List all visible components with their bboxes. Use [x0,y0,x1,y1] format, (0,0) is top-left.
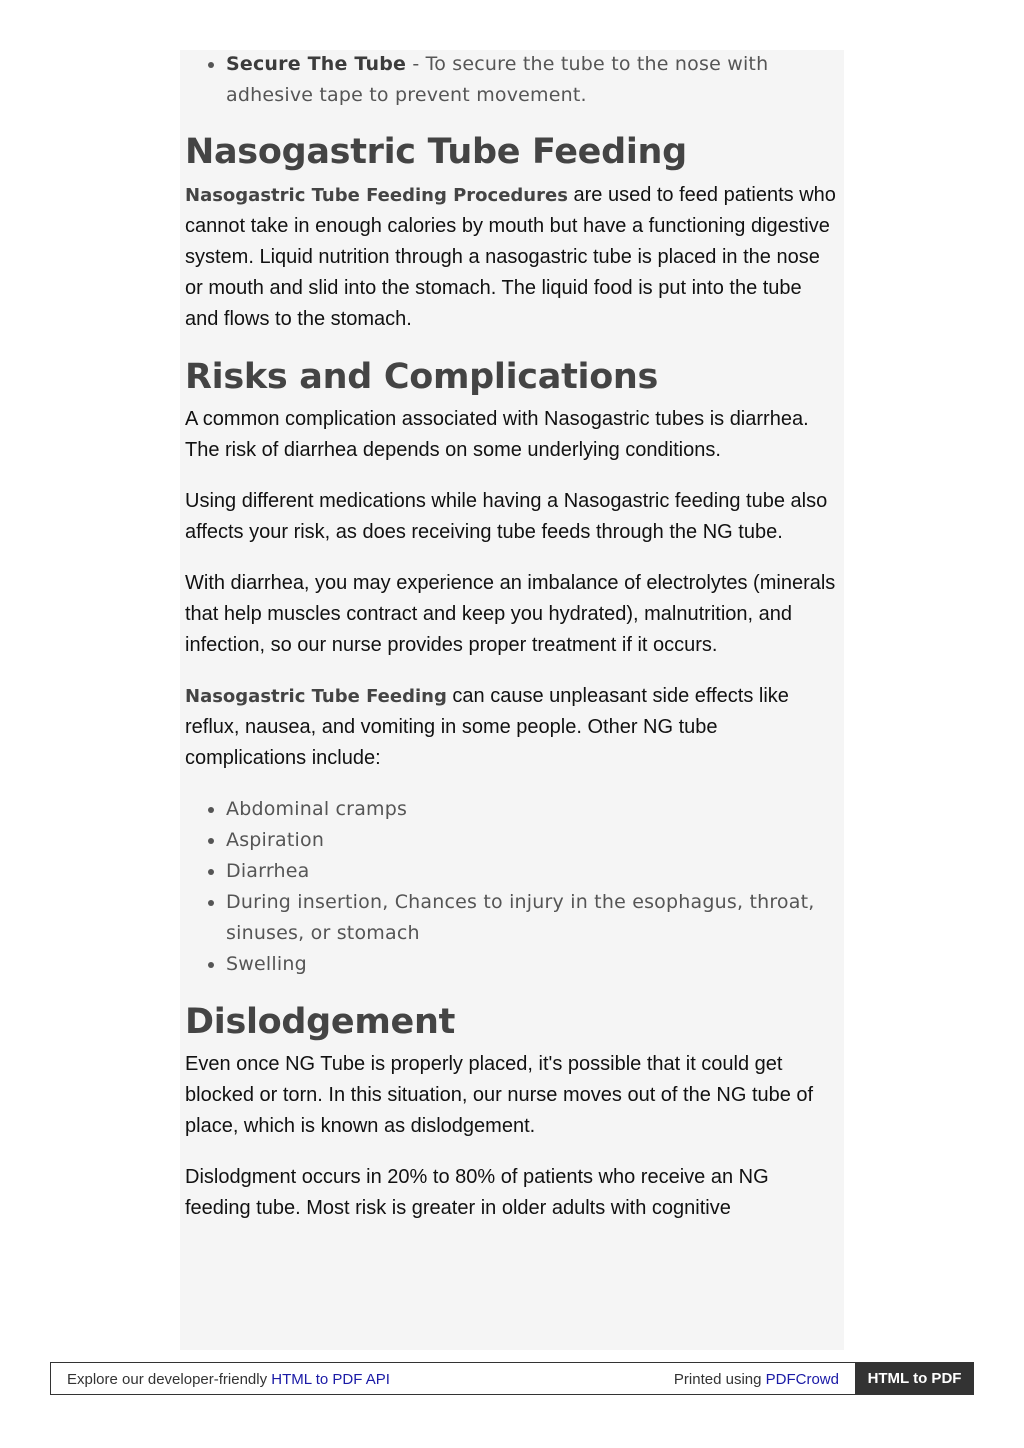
footer-explore-text: Explore our developer-friendly [67,1371,272,1388]
section-heading-feeding: Nasogastric Tube Feeding [185,132,687,172]
list-item: • During insertion, Chances to injury in the esophagus, throat, sinuses, or stomach [226,887,838,949]
list-item: • Abdominal cramps [226,794,838,825]
feeding-lead-bold: Nasogastric Tube Feeding Procedures [185,185,568,206]
list-item [226,50,838,111]
risks-paragraph-4 [185,681,838,774]
bullet-title: Secure The Tube [226,53,407,75]
section-heading-risks: Risks and Complications [185,357,659,397]
risks-lead-bold: Nasogastric Tube Feeding [185,686,447,707]
footer-printed-text: Printed using [673,1371,766,1388]
risks-paragraph-1: A common complication associated with Nasogastric tubes is diarrhea. The risk of diarrhea depends on some underlying conditions. [185,408,809,461]
dislodgement-paragraph-1: Even once NG Tube is properly placed, it's possible that it could get blocked or torn. In this situation, our nurse moves out of the NG tube of place, which is known as dislodgement. [185,1053,814,1137]
complications-list [185,794,838,980]
feeding-lead-text: are used to feed patients who cannot take in enough calories by mouth but have a functioning digestive system. Liquid nutrition through a nasogastric tube is placed in the nose or mouth and slid into the stomach. The liquid food is put into the tube and flows to the stomach. [185,184,836,330]
list-item: • Diarrhea [226,856,838,887]
dislodgement-paragraph-2: Dislodgment occurs in 20% to 80% of patients who receive an NG feeding tube. Most risk is greater in older adults with cognitive [185,1166,769,1219]
list-item: • Swelling [226,949,838,980]
html-to-pdf-badge[interactable]: HTML to PDF [855,1362,974,1395]
article-content [180,50,844,1350]
list-item: • Aspiration [226,825,838,856]
section-heading-dislodgement: Dislodgement [185,1002,456,1042]
html-to-pdf-api-link[interactable]: HTML to PDF API [271,1371,390,1388]
footer-printed [674,1371,839,1388]
risks-lead-text: can cause unpleasant side effects like reflux, nausea, and vomiting in some people. Other NG tube complications include: [185,685,789,769]
risks-paragraph-3: With diarrhea, you may experience an imbalance of electrolytes (minerals that help muscles contract and keep you hydrated), malnutrition, and infection, so our nurse provides proper treatment if it occurs. [185,572,836,656]
risks-paragraph-2: Using different medications while having a Nasogastric feeding tube also affects your risk, as does receiving tube feeds through the NG tube. [185,490,828,543]
footer-explore [67,1371,390,1388]
pdf-footer-bar [50,1362,974,1395]
feeding-paragraph [185,180,838,335]
bullet-text: - To secure the tube to the nose with adhesive tape to prevent movement. [226,53,769,106]
pdfcrowd-link[interactable]: PDFCrowd [765,1371,839,1388]
procedure-steps-list [185,50,838,111]
